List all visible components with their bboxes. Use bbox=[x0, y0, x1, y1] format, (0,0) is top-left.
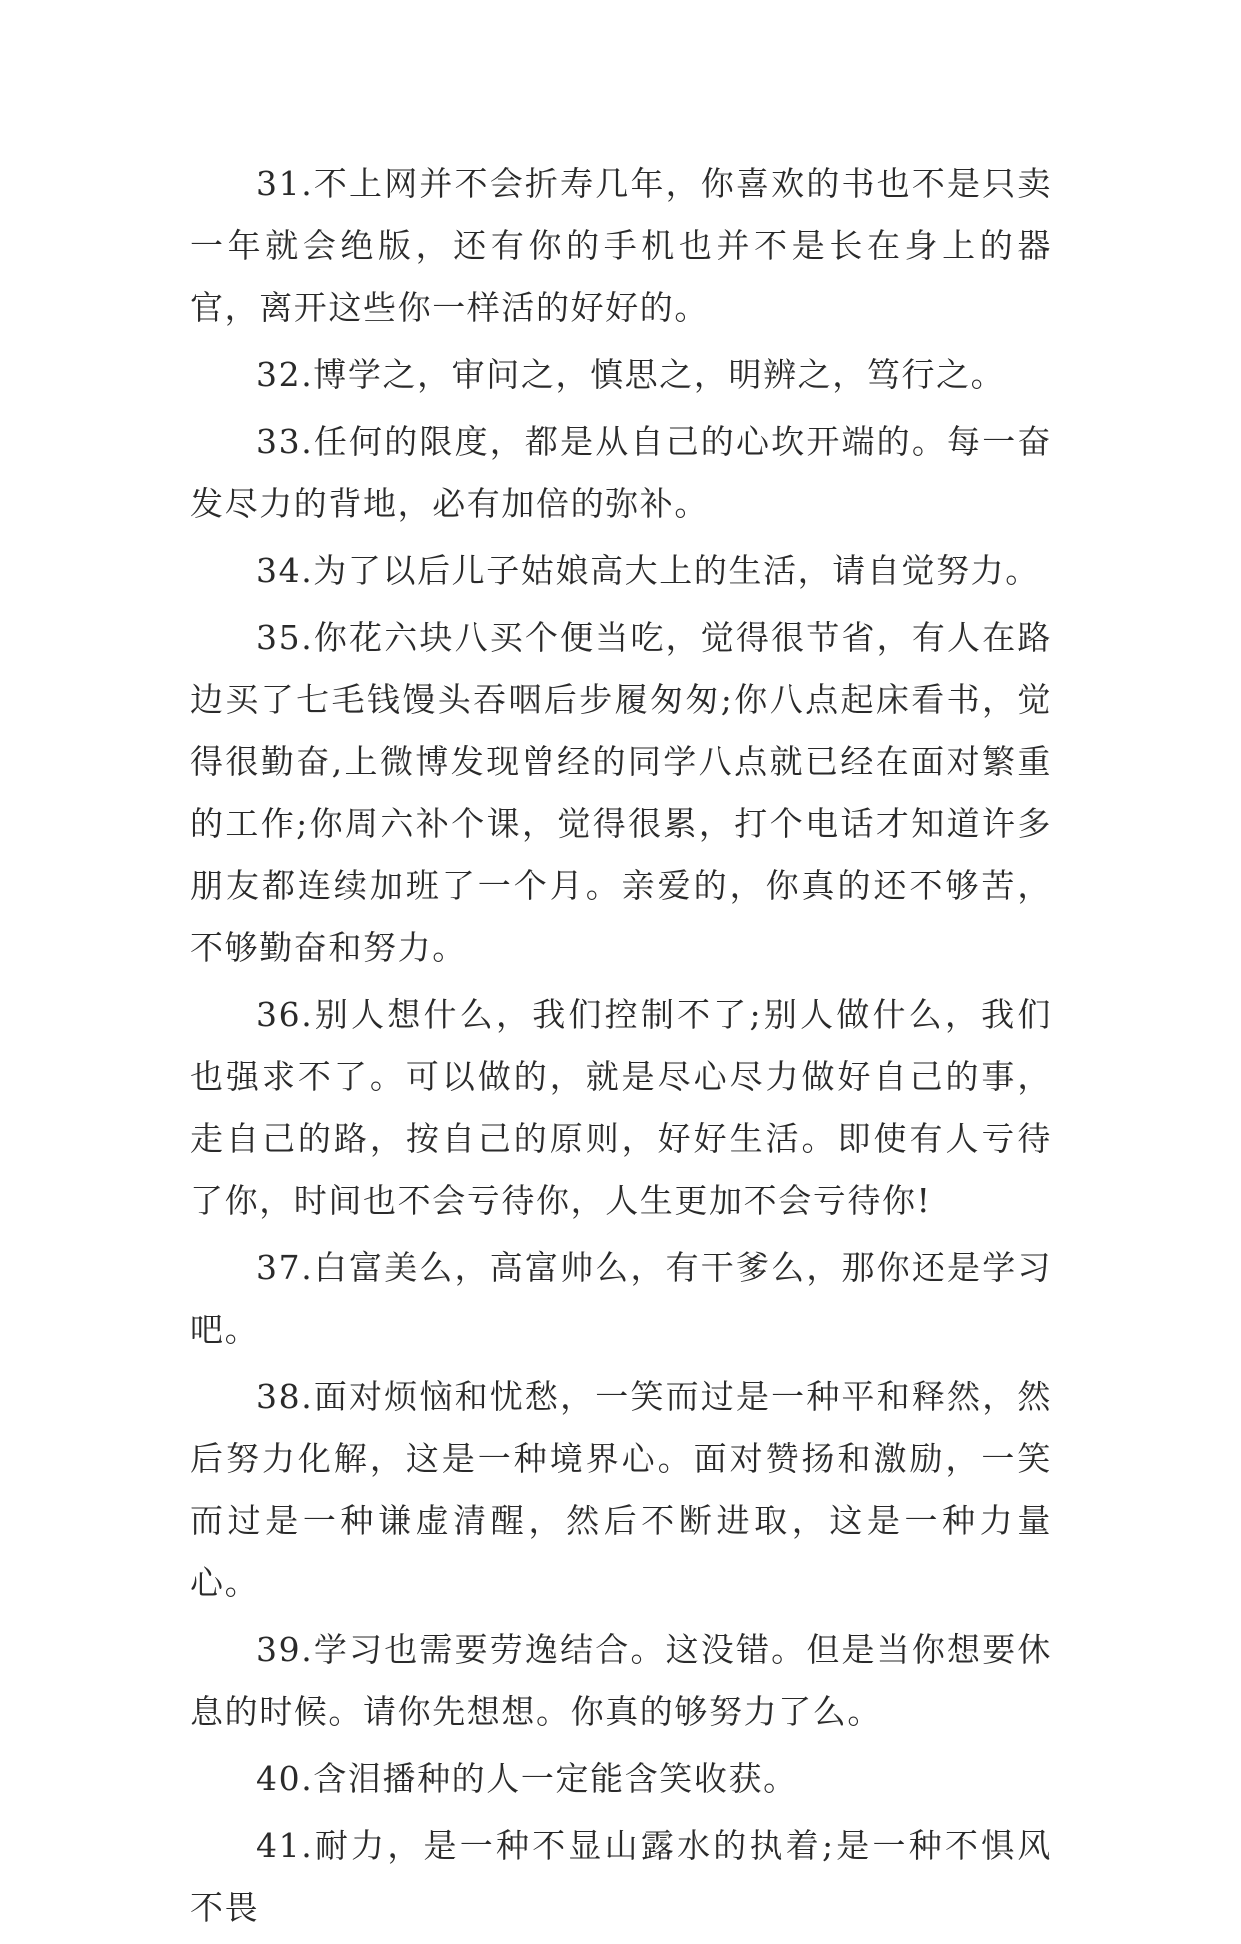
paragraph-41: 41.耐力，是一种不显山露水的执着;是一种不惧风不畏 bbox=[190, 1826, 1052, 1927]
paragraph-39: 39.学习也需要劳逸结合。这没错。但是当你想要休息的时候。请你先想想。你真的够努力了么。 bbox=[190, 1630, 1052, 1731]
paragraph-37: 37.白富美么，高富帅么，有干爹么，那你还是学习吧。 bbox=[190, 1248, 1052, 1349]
paragraph-31: 31.不上网并不会折寿几年，你喜欢的书也不是只卖一年就会绝版，还有你的手机也并不是长在身上的器官，离开这些你一样活的好好的。 bbox=[190, 164, 1052, 327]
paragraph-35: 35.你花六块八买个便当吃，觉得很节省，有人在路边买了七毛钱馒头吞咽后步履匆匆;你八点起床看书，觉得很勤奋,上微博发现曾经的同学八点就已经在面对繁重的工作;你周六补个课，觉得很累，打个电话才知道许多朋友都连续加班了一个月。亲爱的，你真的还不够苦，不够勤奋和努力。 bbox=[190, 618, 1052, 967]
paragraph-34: 34.为了以后儿子姑娘高大上的生活，请自觉努力。 bbox=[256, 551, 1040, 590]
paragraph-33: 33.任何的限度，都是从自己的心坎开端的。每一奋发尽力的背地，必有加倍的弥补。 bbox=[190, 422, 1052, 523]
paragraph-32: 32.博学之，审问之，慎思之，明辨之，笃行之。 bbox=[256, 355, 1006, 394]
paragraph-40: 40.含泪播种的人一定能含笑收获。 bbox=[256, 1759, 798, 1798]
paragraph-38: 38.面对烦恼和忧愁，一笑而过是一种平和释然，然后努力化解，这是一种境界心。面对赞扬和激励，一笑而过是一种谦虚清醒，然后不断进取，这是一种力量心。 bbox=[190, 1377, 1052, 1602]
paragraph-36: 36.别人想什么，我们控制不了;别人做什么，我们也强求不了。可以做的，就是尽心尽力做好自己的事，走自己的路，按自己的原则，好好生活。即使有人亏待了你，时间也不会亏待你，人生更加不会亏待你! bbox=[190, 995, 1052, 1220]
document-body bbox=[190, 153, 1052, 1944]
